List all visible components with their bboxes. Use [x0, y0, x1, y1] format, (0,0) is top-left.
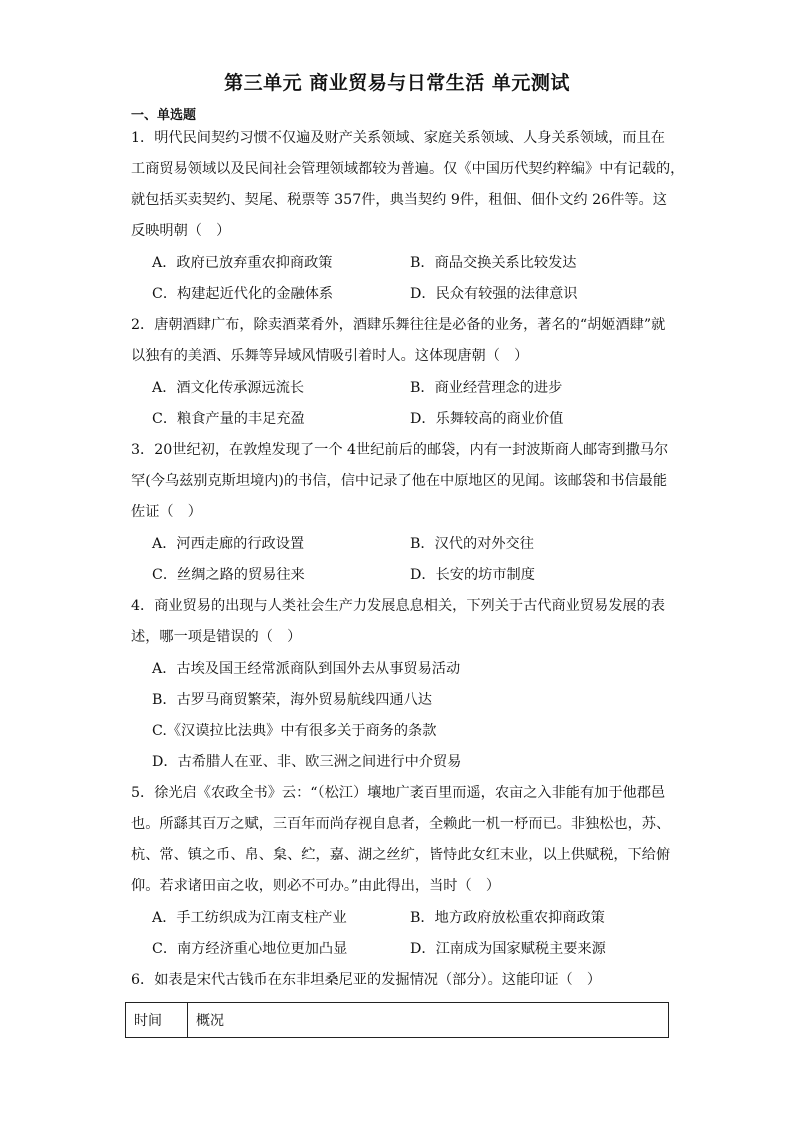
question-1-line-3: 就包括买卖契约、契尾、税票等 357件，典当契约 9件，租佃、佃仆文约 26件等。这 [131, 192, 667, 208]
table-header-overview: 概况 [188, 1003, 669, 1038]
question-5-option-c[interactable]: C．南方经济重心地位更加凸显 [152, 941, 348, 957]
question-1-line-4: 反映明朝（ ） [131, 223, 231, 239]
question-2-option-c[interactable]: C．粮食产量的丰足充盈 [152, 411, 305, 427]
question-1-option-c[interactable]: C．构建起近代化的金融体系 [152, 286, 334, 302]
question-1-option-a[interactable]: A．政府已放弃重农抑商政策 [152, 255, 333, 271]
question-5-option-a[interactable]: A．手工纺织成为江南支柱产业 [152, 910, 347, 926]
question-5-line-4: 仰。若求诸田亩之收，则必不可办。”由此得出，当时（ ） [131, 878, 501, 894]
section-heading: 一、单选题 [131, 108, 197, 123]
question-6-line-1: 6．如表是宋代古钱币在东非坦桑尼亚的发掘情况（部分）。这能印证（ ） [131, 972, 602, 988]
question-3-option-d[interactable]: D．长安的坊市制度 [410, 567, 535, 583]
table-header-row [126, 1003, 669, 1038]
question-4-option-a[interactable]: A．古埃及国王经常派商队到国外去从事贸易活动 [152, 661, 461, 677]
question-4-option-b[interactable]: B．古罗马商贸繁荣，海外贸易航线四通八达 [152, 692, 432, 708]
question-5-line-3: 杭、常、镇之币、帛、枲、纻，嘉、湖之丝纩，皆恃此女红末业，以上供赋税，下给俯 [131, 847, 671, 863]
question-2-option-b[interactable]: B．商业经营理念的进步 [410, 380, 563, 396]
question-2-line-1: 2．唐朝酒肆广布，除卖酒菜肴外，酒肆乐舞往往是必备的业务，著名的“胡姬酒肆”就 [131, 317, 666, 333]
question-2-option-a[interactable]: A．酒文化传承源远流长 [152, 380, 305, 396]
question-3-option-a[interactable]: A．河西走廊的行政设置 [152, 536, 305, 552]
question-2-line-2: 以独有的美酒、乐舞等异域风情吸引着时人。这体现唐朝（ ） [131, 348, 529, 364]
question-3-line-1: 3．20世纪初，在敦煌发现了一个 4世纪前后的邮袋，内有一封波斯商人邮寄到撒马尔 [131, 442, 669, 458]
question-4-line-1: 4．商业贸易的出现与人类社会生产力发展息息相关，下列关于古代商业贸易发展的表 [131, 598, 665, 614]
coin-table [125, 1002, 669, 1038]
page-title: 第三单元 商业贸易与日常生活 单元测试 [224, 72, 570, 94]
question-3-option-b[interactable]: B．汉代的对外交往 [410, 536, 534, 552]
question-1-option-d[interactable]: D．民众有较强的法律意识 [410, 286, 578, 302]
question-4-line-2: 述，哪一项是错误的（ ） [131, 629, 302, 645]
question-5-option-b[interactable]: B．地方政府放松重农抑商政策 [410, 910, 605, 926]
question-5-line-2: 也。所繇其百万之赋，三百年而尚存视自息者，全赖此一机一杼而已。非独松也，苏、 [131, 816, 671, 832]
question-4-option-d[interactable]: D．古希腊人在亚、非、欧三洲之间进行中介贸易 [152, 754, 462, 770]
question-1-line-1: 1．明代民间契约习惯不仅遍及财产关系领域、家庭关系领域、人身关系领域，而且在 [131, 130, 665, 146]
question-3-line-3: 佐证（ ） [131, 504, 202, 520]
question-5-option-d[interactable]: D．江南成为国家赋税主要来源 [410, 941, 606, 957]
question-5-line-1: 5．徐光启《农政全书》云：“（松江）壤地广袤百里而遥，农亩之入非能有加于他郡邑 [131, 785, 666, 801]
table-header-time: 时间 [126, 1003, 188, 1038]
question-4-option-c[interactable]: C.《汉谟拉比法典》中有很多关于商务的条款 [152, 723, 437, 739]
question-1-option-b[interactable]: B．商品交换关系比较发达 [410, 255, 577, 271]
question-3-option-c[interactable]: C．丝绸之路的贸易往来 [152, 567, 305, 583]
question-1-line-2: 工商贸易领域以及民间社会管理领域都较为普遍。仅《中国历代契约粹编》中有记载的， [131, 161, 685, 177]
question-3-line-2: 罕(今乌兹别克斯坦境内)的书信，信中记录了他在中原地区的见闻。该邮袋和书信最能 [131, 473, 668, 489]
question-2-option-d[interactable]: D．乐舞较高的商业价值 [410, 411, 564, 427]
